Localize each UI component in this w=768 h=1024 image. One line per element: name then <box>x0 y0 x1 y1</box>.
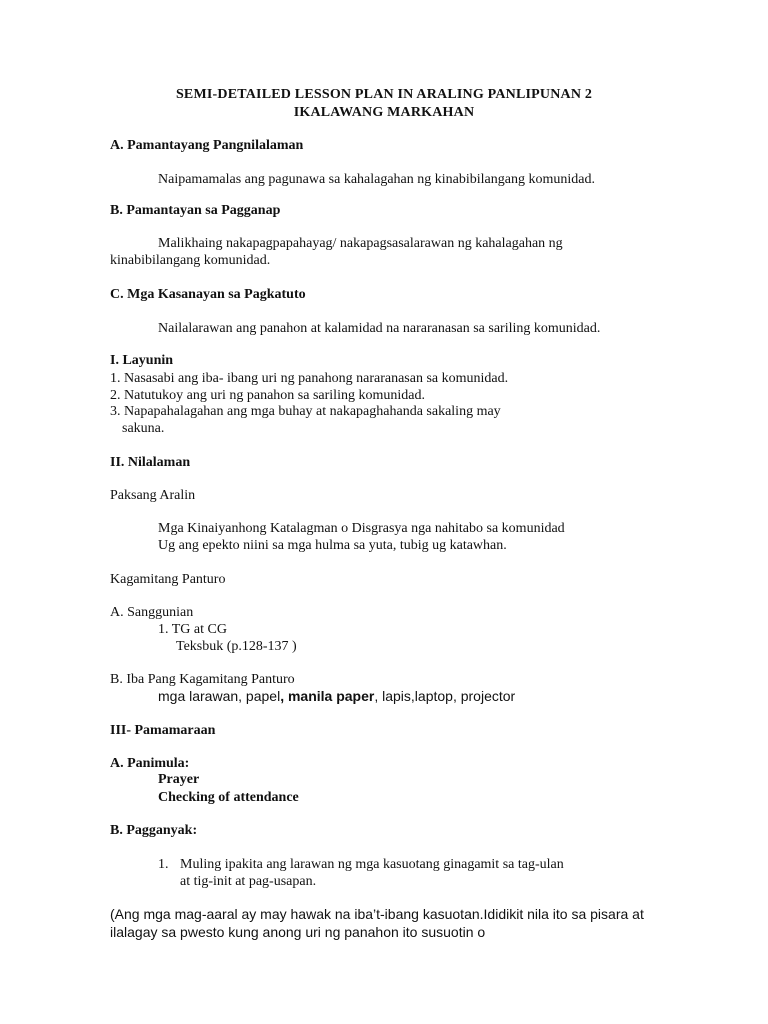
paksang-aralin-line2: Ug ang epekto niini sa mga hulma sa yuta, tubig ug katawhan. <box>158 538 507 553</box>
layunin-item: 3. Napapahalagahan ang mga buhay at nakapaghahanda sakaling may <box>110 404 501 419</box>
sanggunian-item: Teksbuk (p.128-137 ) <box>176 639 297 654</box>
section-c-text: Nailalarawan ang panahon at kalamidad na nararanasan sa sariling komunidad. <box>158 321 601 336</box>
iba-pang-kagamitan-label: B. Iba Pang Kagamitang Panturo <box>110 672 295 687</box>
section-b-text-line1: Malikhaing nakapagpapahayag/ nakapagsasalarawan ng kahalagahan ng <box>158 236 563 251</box>
panimula-item: Prayer <box>158 772 200 787</box>
document-title-line2: IKALAWANG MARKAHAN <box>293 105 475 120</box>
activity-note-line1: (Ang mga mag-aaral ay may hawak na iba’t-ibang kasuotan.Ididikit nila ito sa pisara at <box>110 906 644 922</box>
materials-text: mga larawan, papel <box>158 688 281 704</box>
panimula-item: Checking of attendance <box>158 790 299 805</box>
materials-list <box>158 688 515 705</box>
kagamitang-panturo-label: Kagamitang Panturo <box>110 572 226 587</box>
section-b-heading: B. Pamantayan sa Pagganap <box>110 203 281 218</box>
pagganyak-item-line1: Muling ipakita ang larawan ng mga kasuotang ginagamit sa tag-ulan <box>180 857 564 872</box>
layunin-item-continuation: sakuna. <box>122 421 165 436</box>
document-title-line1: SEMI-DETAILED LESSON PLAN IN ARALING PANLIPUNAN 2 <box>175 87 593 102</box>
section-a-heading: A. Pamantayang Pangnilalaman <box>110 138 304 153</box>
nilalaman-heading: II. Nilalaman <box>110 455 191 470</box>
section-a-text: Naipamamalas ang pagunawa sa kahalagahan ng kinabibilangang komunidad. <box>158 172 595 187</box>
pagganyak-heading: B. Pagganyak: <box>110 823 198 838</box>
materials-bold-text: , manila paper <box>280 688 375 704</box>
pagganyak-item-number: 1. <box>158 857 169 872</box>
materials-text: , lapis,laptop, projector <box>374 688 516 704</box>
section-c-heading: C. Mga Kasanayan sa Pagkatuto <box>110 287 306 302</box>
paksang-aralin-label: Paksang Aralin <box>110 488 196 503</box>
sanggunian-label: A. Sanggunian <box>110 605 194 620</box>
pagganyak-item-line2: at tig-init at pag-usapan. <box>180 874 317 889</box>
sanggunian-item: 1. TG at CG <box>158 622 227 637</box>
paksang-aralin-line1: Mga Kinaiyanhong Katalagman o Disgrasya nga nahitabo sa komunidad <box>158 521 565 536</box>
activity-note-line2: ilalagay sa pwesto kung anong uri ng panahon ito susuotin o <box>110 924 486 940</box>
layunin-item: 2. Natutukoy ang uri ng panahon sa sariling komunidad. <box>110 388 425 403</box>
pamamaraan-heading: III- Pamamaraan <box>110 723 216 738</box>
layunin-heading: I. Layunin <box>110 353 174 368</box>
layunin-item: 1. Nasasabi ang iba- ibang uri ng panahong nararanasan sa komunidad. <box>110 371 509 386</box>
panimula-heading: A. Panimula: <box>110 756 190 771</box>
section-b-text-line2: kinabibilangang komunidad. <box>110 253 271 268</box>
